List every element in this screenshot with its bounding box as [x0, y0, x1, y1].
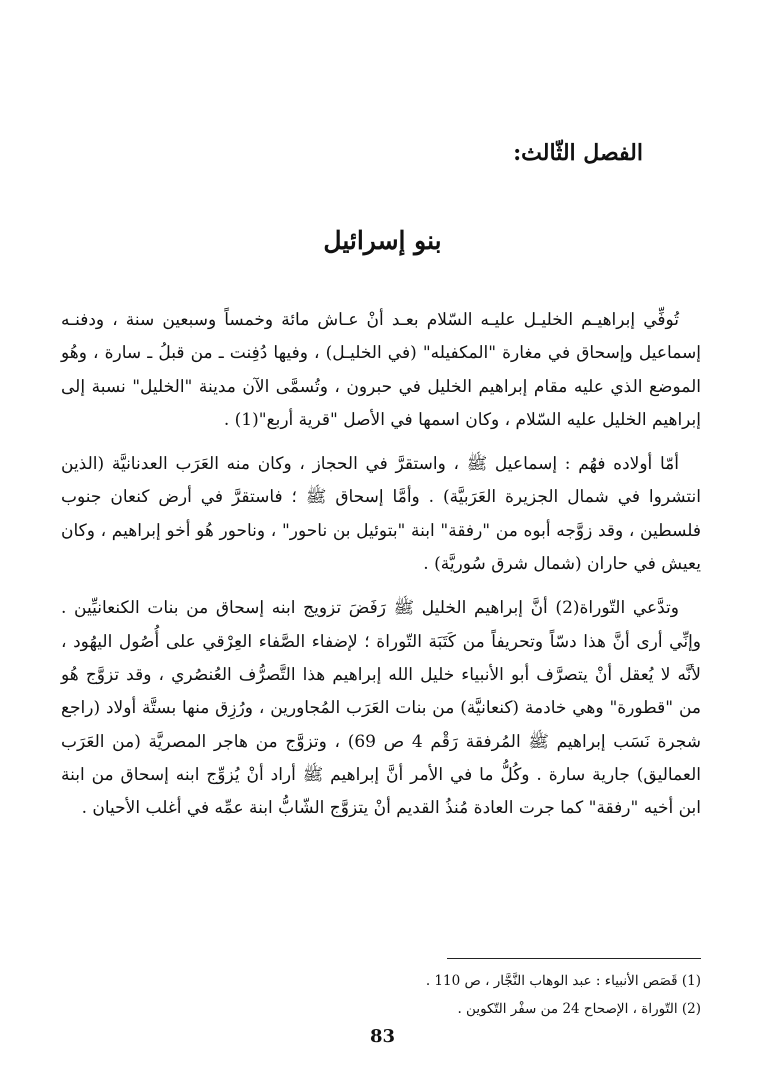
footnote-divider: [447, 958, 701, 959]
paragraph: وتدَّعي التّوراة(2) أنَّ إبراهيم الخليل ﷺ رَفَضَ تزويج ابنه إسحاق من بنات الكنعانيِّين . وإنِّي أرى أنَّ هذا دسّاً وتحريفاً من كَتَبَة التّوراة ؛ لإضفاء الصَّفاء العِرْقي على أُصُول اليهُود ، لأنَّه لا يُعقل أنْ يتصرَّف أبو الأنبياء خليل الله إبراهيم هذا التَّصرُّف العُنصُري ، وقد تزوَّج هُو من "قطورة" وهي خادمة (كنعانيَّة) من بنات العَرَب المُجاورين ، ورُزِق منها بستَّة أولاد (راجع شجرة نَسَب إبراهيم ﷺ المُرفقة رَقْم 4 ص 69) ، وتزوَّج من هاجر المصريَّة (من العَرَب العماليق) جارية سارة . وكُلُّ ما في الأمر أنَّ إبراهيم ﷺ أراد أنْ يُزوِّج ابنه إسحاق من ابنة ابن أخيه "رفقة" كما جرت العادة مُنذُ القديم أنْ يتزوَّج الشّابُّ ابنة عمِّه في أغلب الأحيان .: [61, 598, 701, 819]
chapter-label: الفصل الثّالث:: [513, 140, 643, 166]
page-number: 83: [369, 1026, 396, 1047]
footnotes: [61, 967, 701, 1023]
paragraph: أمّا أولاده فهُم : إسماعيل ﷺ ، واستقرَّ في الحجاز ، وكان منه العَرَب العدنانيَّة (الذين انتشروا في شمال الجزيرة العَرَبيَّة) . وأمَّا إسحاق ﷺ ؛ فاستقرَّ في أرض كنعان جنوب فلسطين ، وقد زوَّجه أبوه من "رفقة" ابنة "بتوئيل بن ناحور" ، وناحور هُو أخو إبراهيم ، وكان يعيش في حاران (شمال شرق سُوريَّة) .: [61, 454, 701, 575]
footnote: (1) قَصَص الأنبياء : عبد الوهاب النَّجَّار ، ص 110 .: [425, 973, 701, 989]
chapter-title: بنو إسرائيل: [323, 226, 442, 255]
paragraph: تُوفِّي إبراهيـم الخليـل عليـه السّلام بعـد أنْ عـاش مائة وخمساً وسبعين سنة ، ودفنـه إسماعيل وإسحاق في مغارة "المكفيله" (في الخليـل) ، وفيها دُفِنت ـ من قبلُ ـ سارة ، وهُو الموضع الذي عليه مقام إبراهيم الخليل في حبرون ، وتُسمَّى الآن مدينة "الخليل" نسبة إلى إبراهيم الخليل عليه السّلام ، وكان اسمها في الأصل "قرية أربع"(1) .: [61, 310, 701, 430]
body-text: [61, 304, 701, 836]
footnote: (2) التّوراة ، الإصحاح 24 من سفْر التّكوين .: [457, 1001, 701, 1017]
